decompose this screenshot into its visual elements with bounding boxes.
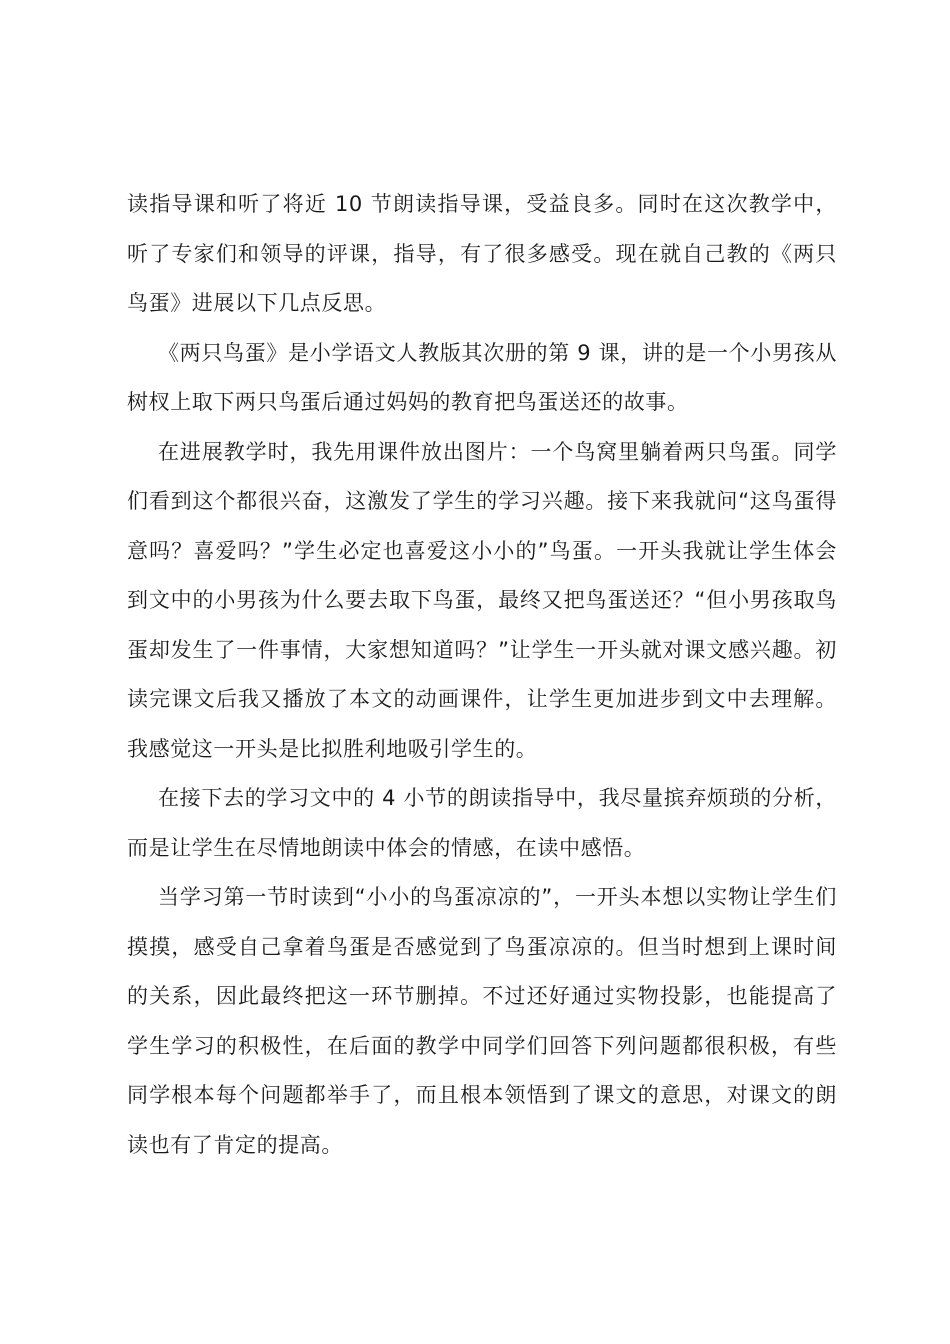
document-body: [127, 180, 837, 1170]
paragraph-reading-guidance: 在接下去的学习文中的 4 小节的朗读指导中，我尽量摈弃烦琐的分析，而是让学生在尽情地朗读中体会的情感，在读中感悟。: [127, 786, 837, 860]
paragraph-teaching-process: 在进展教学时，我先用课件放出图片：一个鸟窝里躺着两只鸟蛋。同学们看到这个都很兴奋，这激发了学生的学习兴趣。接下来我就问“这鸟蛋得意吗？喜爱吗？”学生必定也喜爱这小小的”鸟蛋。一开头我就让学生体会到文中的小男孩为什么要去取下鸟蛋，最终又把鸟蛋送还？“但小男孩取鸟蛋却发生了一件事情，大家想知道吗？”让学生一开头就对课文感兴趣。初读完课文后我又播放了本文的动画课件，让学生更加进步到文中去理解。我感觉这一开头是比拟胜利地吸引学生的。: [127, 439, 837, 761]
paragraph-continuation: 读指导课和听了将近 10 节朗读指导课，受益良多。同时在这次教学中，听了专家们和领导的评课，指导，有了很多感受。现在就自己教的《两只鸟蛋》进展以下几点反思。: [127, 192, 837, 315]
paragraph-lesson-intro: 《两只鸟蛋》是小学语文人教版其次册的第 9 课，讲的是一个小男孩从树杈上取下两只鸟蛋后通过妈妈的教育把鸟蛋送还的故事。: [127, 340, 837, 414]
paragraph-first-section: 当学习第一节时读到“小小的鸟蛋凉凉的”，一开头本想以实物让学生们摸摸，感受自己拿着鸟蛋是否感觉到了鸟蛋凉凉的。但当时想到上课时间的关系，因此最终把这一环节删掉。不过还好通过实物投影，也能提高了学生学习的积极性，在后面的教学中同学们回答下列问题都很积极，有些同学根本每个问题都举手了，而且根本领悟到了课文的意思，对课文的朗读也有了肯定的提高。: [127, 885, 837, 1157]
